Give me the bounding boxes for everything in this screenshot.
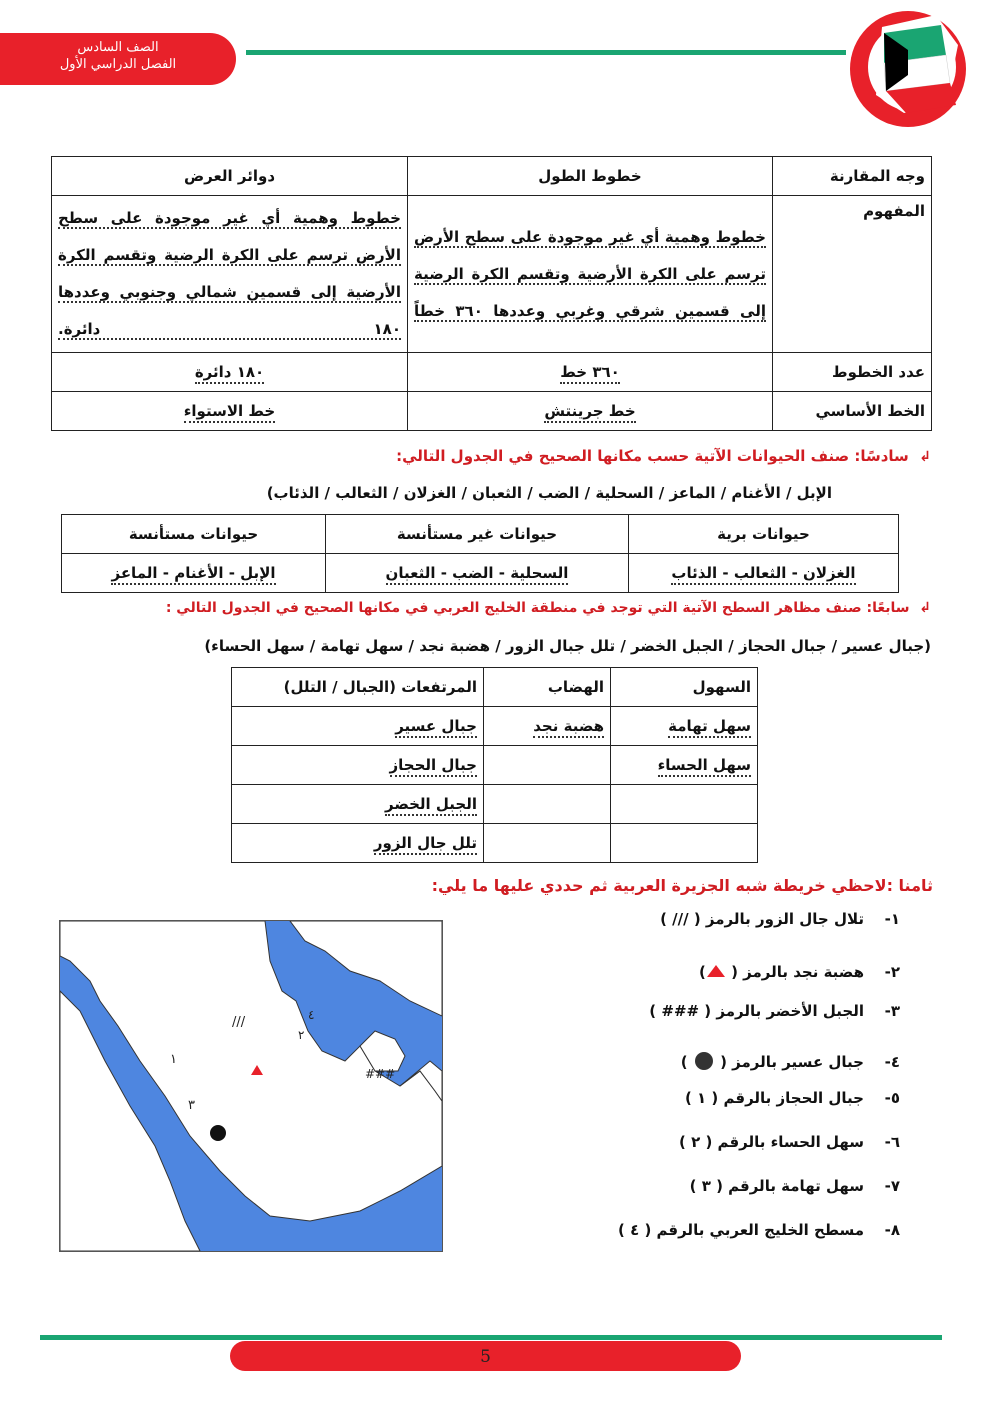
animals-table	[61, 514, 899, 593]
page-number: 5	[230, 1341, 741, 1371]
table-header: حيوانات برية	[629, 515, 899, 554]
table-cell: سهل الحساء	[611, 746, 758, 785]
table-cell: الجبل الخضر	[232, 785, 484, 824]
arabian-peninsula-map	[59, 920, 443, 1252]
table-header: الهضاب	[484, 668, 611, 707]
table-cell: الإبل - الأغنام - الماعز	[62, 554, 326, 593]
table-cell	[484, 746, 611, 785]
zor-symbol: ///	[232, 1015, 246, 1030]
akhdar-symbol: ###	[365, 1067, 396, 1081]
header-divider	[246, 50, 846, 55]
comparison-table	[51, 156, 932, 431]
list-item: ٣-الجبل الأخضر بالرمز ( ### )	[649, 1002, 900, 1020]
table-cell: تلل جال الزور	[232, 824, 484, 863]
footer-divider	[40, 1335, 942, 1340]
section6-title: ↲ سادسًا: صنف الحيوانات الآتية حسب مكانها الصحيح في الجدول التالي:	[396, 447, 931, 465]
table-cell	[611, 824, 758, 863]
table-cell	[484, 785, 611, 824]
kuwait-flag-logo-icon	[846, 5, 976, 130]
section6-items: الإبل / الأغنام / الماعز / السحلية / الضب / الثعبان / الغزلان / الثعالب / الذئاب)	[266, 484, 832, 502]
table-cell: خطوط وهمية أي غير موجودة على سطح الأرض ترسم على الكرة الأرضية وتقسم الكرة الرضية إلى قسمين شرقي وغربي وعددها ٣٦٠ خطاً	[408, 196, 773, 353]
table-cell: ١٨٠ دائرة	[52, 353, 408, 392]
list-item: ٢-هضبة نجد بالرمز ( )	[699, 963, 900, 981]
asir-marker-icon	[210, 1125, 226, 1141]
table-cell	[611, 785, 758, 824]
gulf-number: ٤	[308, 1008, 315, 1022]
row-label: عدد الخطوط	[773, 353, 932, 392]
table-cell: الغزلان - الثعالب - الذئاب	[629, 554, 899, 593]
table-cell: هضبة نجد	[484, 707, 611, 746]
section7-title: ↲ سابعًا: صنف مظاهر السطح الآتية التي توجد في منطقة الخليج العربي في مكانها الصحيح في الجدول التالي :	[165, 600, 931, 616]
list-item: ٦-سهل الحساء بالرقم ( ٢ )	[679, 1133, 900, 1151]
table-cell: خط الاستواء	[52, 392, 408, 431]
black-circle-icon	[693, 1051, 715, 1071]
table-cell: سهل تهامة	[611, 707, 758, 746]
table-cell: خط جرينتش	[408, 392, 773, 431]
table-cell: جبال عسير	[232, 707, 484, 746]
row-label: الخط الأساسي	[773, 392, 932, 431]
table-header: حيوانات غير مستأنسة	[326, 515, 629, 554]
table-cell	[484, 824, 611, 863]
red-triangle-icon	[706, 964, 726, 978]
list-item: ٤-جبال عسير بالرمز ( )	[680, 1053, 900, 1071]
grade-label: الصف السادس	[77, 40, 159, 55]
table-header: وجه المقارنة	[773, 157, 932, 196]
tihama-number: ٣	[188, 1098, 195, 1113]
table-header: دوائر العرض	[52, 157, 408, 196]
table-header: المرتفعات (الجبال / التلل)	[232, 668, 484, 707]
section8-title: ثامنا :لاحظي خريطة شبه الجزيرة العربية ثم حددي عليها ما يلي:	[431, 876, 933, 895]
header-badge	[0, 33, 236, 85]
list-item: ٥-جبال الحجاز بالرقم ( ١ )	[684, 1089, 900, 1107]
table-header: حيوانات مستأنسة	[62, 515, 326, 554]
hasa-number: ٢	[298, 1028, 305, 1042]
table-cell: ٣٦٠ خط	[408, 353, 773, 392]
table-header: خطوط الطول	[408, 157, 773, 196]
list-item: ٨-مسطح الخليج العربي بالرقم ( ٤ )	[617, 1221, 900, 1239]
semester-label: الفصل الدراسي الأول	[59, 57, 177, 72]
list-item: ٧-سهل تهامة بالرقم ( ٣ )	[689, 1177, 900, 1195]
hijaz-number: ١	[170, 1052, 177, 1067]
table-cell: خطوط وهمية أي غير موجودة على سطح الأرض ترسم على الكرة الرضية وتقسم الكرة الأرضية إلى قسمين شمالي وجنوبي وعددها ١٨٠ دائرة.	[52, 196, 408, 353]
table-cell: السحلية - الضب - الثعبان	[326, 554, 629, 593]
list-item: ١-تلال جال الزور بالرمز ( /// )	[660, 910, 900, 928]
table-header: السهول	[611, 668, 758, 707]
row-label: المفهوم	[773, 196, 932, 353]
landforms-table	[231, 667, 758, 863]
section7-items: (جبال عسير / جبال الحجاز / الجبل الخضر / تلل جبال الزور / هضبة نجد / سهل تهامة / سهل الحساء)	[204, 637, 931, 655]
table-cell: جبال الحجاز	[232, 746, 484, 785]
